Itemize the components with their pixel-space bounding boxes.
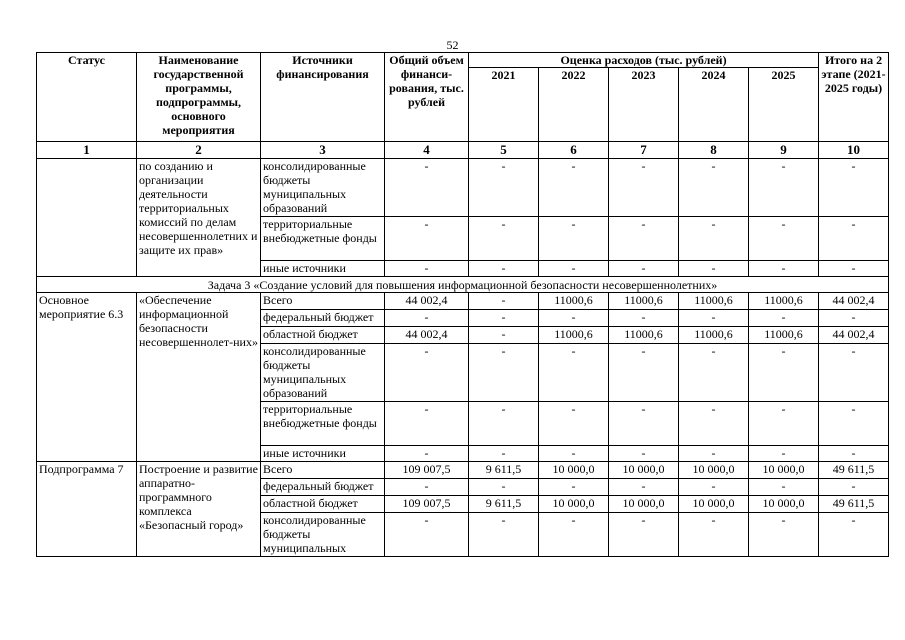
value-cell: 44 002,4 — [385, 327, 469, 344]
source-label: территориальные внебюджетные фонды — [261, 402, 385, 446]
value-cell: - — [609, 217, 679, 261]
value-cell: - — [819, 479, 889, 496]
value-cell: 11000,6 — [609, 293, 679, 310]
value-cell: - — [385, 261, 469, 277]
value-cell: - — [749, 261, 819, 277]
value-cell: - — [679, 402, 749, 446]
value-cell: 109 007,5 — [385, 462, 469, 479]
value-cell: 49 611,5 — [819, 462, 889, 479]
value-cell: - — [679, 479, 749, 496]
value-cell: - — [469, 293, 539, 310]
value-cell: - — [749, 513, 819, 557]
value-cell: 10 000,0 — [609, 462, 679, 479]
value-cell: - — [539, 446, 609, 462]
header-year: 2025 — [749, 68, 819, 142]
value-cell: 109 007,5 — [385, 496, 469, 513]
value-cell: 9 611,5 — [469, 496, 539, 513]
value-cell: - — [469, 327, 539, 344]
status-cell: Основное мероприятие 6.3 — [37, 293, 137, 462]
value-cell: 11000,6 — [749, 327, 819, 344]
header-year: 2024 — [679, 68, 749, 142]
value-cell: - — [679, 217, 749, 261]
value-cell: 11000,6 — [679, 327, 749, 344]
header-year: 2022 — [539, 68, 609, 142]
source-label: Всего — [261, 293, 385, 310]
header-status: Статус — [37, 53, 137, 142]
value-cell: - — [679, 344, 749, 402]
source-label: иные источники — [261, 261, 385, 277]
value-cell: - — [469, 159, 539, 217]
program-name: по созданию и организации деятельности территориальных комиссий по делам несовершеннолетних и защите их прав» — [137, 159, 261, 277]
value-cell: - — [385, 513, 469, 557]
value-cell: - — [679, 159, 749, 217]
col-number: 8 — [679, 142, 749, 159]
value-cell: - — [749, 217, 819, 261]
value-cell: - — [609, 513, 679, 557]
value-cell: 11000,6 — [749, 293, 819, 310]
header-year: 2021 — [469, 68, 539, 142]
value-cell: 10 000,0 — [539, 462, 609, 479]
value-cell: - — [749, 159, 819, 217]
header-itogo: Итого на 2 этапе (2021-2025 годы) — [819, 53, 889, 142]
value-cell: 44 002,4 — [819, 327, 889, 344]
header-total: Общий объем финанси-рования, тыс. рублей — [385, 53, 469, 142]
value-cell: - — [539, 217, 609, 261]
value-cell: - — [539, 310, 609, 327]
value-cell: - — [609, 261, 679, 277]
value-cell: - — [539, 402, 609, 446]
header-estimate: Оценка расходов (тыс. рублей) — [469, 53, 819, 68]
page-number: 52 — [446, 38, 459, 52]
value-cell: - — [469, 513, 539, 557]
value-cell: - — [469, 344, 539, 402]
value-cell: - — [469, 261, 539, 277]
value-cell: 11000,6 — [679, 293, 749, 310]
value-cell: - — [385, 159, 469, 217]
value-cell: - — [819, 446, 889, 462]
header-year: 2023 — [609, 68, 679, 142]
value-cell: - — [679, 261, 749, 277]
col-number: 1 — [37, 142, 137, 159]
value-cell: - — [609, 310, 679, 327]
col-number: 9 — [749, 142, 819, 159]
status-cell: Подпрограмма 7 — [37, 462, 137, 557]
value-cell: - — [749, 310, 819, 327]
value-cell: - — [469, 310, 539, 327]
value-cell: 10 000,0 — [749, 496, 819, 513]
value-cell: - — [539, 159, 609, 217]
value-cell: - — [819, 261, 889, 277]
value-cell: - — [609, 402, 679, 446]
value-cell: - — [385, 344, 469, 402]
source-label: консолидированные бюджеты муниципальных образований — [261, 159, 385, 217]
source-label: иные источники — [261, 446, 385, 462]
value-cell: - — [819, 513, 889, 557]
value-cell: - — [469, 479, 539, 496]
value-cell: - — [539, 344, 609, 402]
value-cell: 10 000,0 — [679, 462, 749, 479]
value-cell: - — [385, 402, 469, 446]
value-cell: 10 000,0 — [609, 496, 679, 513]
value-cell: - — [609, 479, 679, 496]
value-cell: 10 000,0 — [749, 462, 819, 479]
source-label: территориальные внебюджетные фонды — [261, 217, 385, 261]
value-cell: - — [539, 479, 609, 496]
col-number: 3 — [261, 142, 385, 159]
value-cell: 11000,6 — [539, 293, 609, 310]
value-cell: 49 611,5 — [819, 496, 889, 513]
value-cell: - — [819, 344, 889, 402]
value-cell: - — [609, 159, 679, 217]
value-cell: 10 000,0 — [679, 496, 749, 513]
value-cell: - — [679, 513, 749, 557]
value-cell: - — [749, 479, 819, 496]
value-cell: - — [539, 261, 609, 277]
value-cell: - — [385, 446, 469, 462]
value-cell: 44 002,4 — [385, 293, 469, 310]
value-cell: - — [385, 310, 469, 327]
value-cell: - — [819, 217, 889, 261]
value-cell: - — [469, 217, 539, 261]
value-cell: - — [749, 402, 819, 446]
col-number: 4 — [385, 142, 469, 159]
value-cell: - — [679, 446, 749, 462]
col-number: 7 — [609, 142, 679, 159]
value-cell: - — [609, 446, 679, 462]
source-label: консолидированные бюджеты муниципальных — [261, 513, 385, 557]
value-cell: - — [749, 446, 819, 462]
source-label: областной бюджет — [261, 327, 385, 344]
status-cell — [37, 159, 137, 277]
value-cell: - — [679, 310, 749, 327]
task-heading: Задача 3 «Создание условий для повышения информационной безопасности несовершеннолетних» — [37, 277, 889, 293]
value-cell: - — [819, 402, 889, 446]
value-cell: - — [609, 344, 679, 402]
program-name: «Обеспечение информационной безопасности несовершеннолет-них» — [137, 293, 261, 462]
col-number: 6 — [539, 142, 609, 159]
header-name: Наименование государственной программы, подпрограммы, основного мероприятия — [137, 53, 261, 142]
source-label: федеральный бюджет — [261, 479, 385, 496]
col-number: 2 — [137, 142, 261, 159]
value-cell: 11000,6 — [609, 327, 679, 344]
col-number: 5 — [469, 142, 539, 159]
source-label: федеральный бюджет — [261, 310, 385, 327]
value-cell: - — [469, 402, 539, 446]
col-number: 10 — [819, 142, 889, 159]
program-name: Построение и развитие аппаратно-программного комплекса «Безопасный город» — [137, 462, 261, 557]
header-sources: Источники финансирования — [261, 53, 385, 142]
value-cell: - — [539, 513, 609, 557]
value-cell: 11000,6 — [539, 327, 609, 344]
value-cell: - — [819, 310, 889, 327]
value-cell: 44 002,4 — [819, 293, 889, 310]
value-cell: - — [469, 446, 539, 462]
source-label: консолидированные бюджеты муниципальных образований — [261, 344, 385, 402]
value-cell: - — [385, 217, 469, 261]
value-cell: 10 000,0 — [539, 496, 609, 513]
value-cell: - — [385, 479, 469, 496]
expenses-table — [36, 52, 889, 557]
value-cell: - — [819, 159, 889, 217]
value-cell: 9 611,5 — [469, 462, 539, 479]
value-cell: - — [749, 344, 819, 402]
source-label: областной бюджет — [261, 496, 385, 513]
source-label: Всего — [261, 462, 385, 479]
